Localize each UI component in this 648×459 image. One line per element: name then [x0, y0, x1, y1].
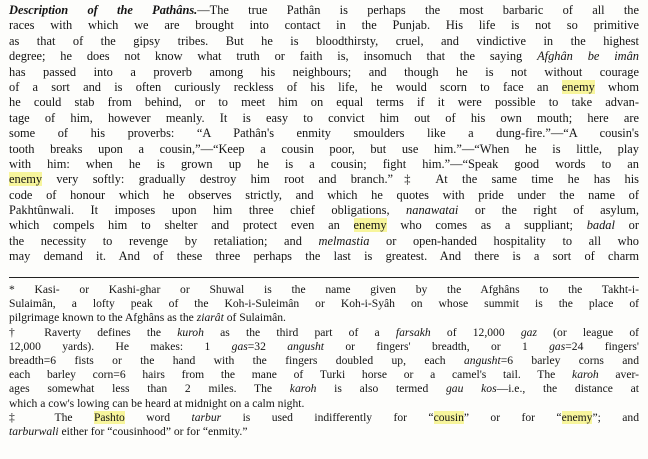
- highlighted-word: enemy: [561, 410, 593, 424]
- section-heading: Description of the Pathâns.: [9, 3, 198, 17]
- italic-term: karoh: [289, 382, 317, 396]
- italic-term: gau kos: [446, 382, 497, 396]
- text-run: or the right of asylum,: [458, 203, 639, 218]
- text-run: ”; and: [592, 410, 639, 424]
- footnote-divider: [9, 277, 639, 278]
- text-run: the necessity to revenge by retaliation; and: [9, 233, 319, 248]
- text-line: [9, 188, 639, 203]
- text-run: of Sulaimân.: [223, 311, 286, 325]
- text-run: as that of the gipsy tribes. But he is bloodthirsty, cruel, and vindictive in the highest: [9, 33, 639, 48]
- text-run: (or league of: [536, 325, 640, 339]
- text-run: he could stab from behind, or to meet him on equal terms if it were possible to take advan-: [9, 95, 639, 110]
- italic-term: ziarât: [196, 311, 224, 325]
- italic-term: nanawatai: [406, 203, 459, 218]
- text-run: breadth=6 fists or the hand with the fingers doubled up, each: [9, 353, 464, 367]
- footnote-line: [9, 354, 639, 368]
- text-line: [9, 49, 639, 64]
- text-run: some of his proverbs: “A Pathân's enmity smoulders like a dung-fire.”—“A cousin's: [9, 126, 639, 141]
- text-run: which a cow's lowing can be heard at midnight on a calm night.: [9, 396, 305, 410]
- text-line: [9, 95, 639, 110]
- text-run: as the third part of a: [203, 325, 396, 339]
- highlighted-word: enemy: [561, 79, 595, 94]
- text-line: [9, 234, 639, 249]
- text-run: or: [614, 218, 639, 233]
- text-line: [9, 126, 639, 141]
- italic-term: Afghân be imân: [537, 49, 640, 64]
- footnote-line: [9, 411, 639, 425]
- italic-term: gas: [549, 339, 566, 353]
- italic-term: farsakh: [395, 325, 431, 339]
- text-run: —i.e., the distance at: [496, 382, 639, 396]
- text-run: ‡ The: [9, 410, 94, 424]
- highlighted-word: enemy: [9, 172, 43, 187]
- italic-term: tarburwali: [9, 424, 59, 438]
- footnote-line: [9, 340, 639, 354]
- footnote-line: [9, 311, 639, 325]
- highlighted-word: enemy: [353, 218, 387, 233]
- footnotes-block: [9, 283, 639, 439]
- text-line: [9, 203, 639, 218]
- text-run: =32: [247, 339, 288, 353]
- text-line: [9, 111, 639, 126]
- text-run: of 12,000: [430, 325, 521, 339]
- italic-term: melmastia: [318, 233, 370, 248]
- text-run: is also termed: [316, 382, 446, 396]
- text-line: [9, 3, 639, 18]
- footnote-line: [9, 283, 639, 297]
- text-run: aver-: [598, 368, 639, 382]
- text-line: [9, 18, 639, 33]
- text-run: which compels him to shelter and protect even an: [9, 218, 354, 233]
- text-line: [9, 34, 639, 49]
- text-line: [9, 172, 639, 187]
- footnote-line: [9, 297, 639, 311]
- italic-term: angusht: [463, 353, 501, 367]
- text-run: each barley corn=6 hairs from the mane of Turki horse or a camel's tail. The: [9, 368, 573, 382]
- text-run: word: [124, 410, 192, 424]
- text-run: of a sort and is often curiously reckless of his life, he would scorn to face an: [9, 79, 562, 94]
- text-run: code of honour which he observes strictly, and which he quotes with pride under the name of: [9, 187, 639, 202]
- highlighted-word: cousin: [433, 410, 464, 424]
- italic-term: badal: [586, 218, 615, 233]
- text-run: ages somewhat less than 2 miles. The: [9, 382, 290, 396]
- text-run: or fingers' breadth, or 1: [323, 339, 550, 353]
- text-run: pilgrimage known to the Afghâns as the: [9, 311, 197, 325]
- text-run: races with which we are brought into contact in the Punjab. His life is not so primitive: [9, 18, 639, 33]
- footnote-line: [9, 368, 639, 382]
- text-run: † Raverty defines the: [9, 325, 178, 339]
- text-line: [9, 65, 639, 80]
- text-run: very softly: gradually destroy him root and branch.”‡ At the same time he has his: [42, 172, 639, 187]
- text-run: who comes as a suppliant;: [386, 218, 587, 233]
- text-run: with him: when he is grown up he is a cousin; fight him.”—“Speak good words to an: [9, 156, 639, 171]
- text-run: tage of him, however meanly. It is easy to convict him out of his own mouth; here are: [9, 110, 639, 125]
- text-line: [9, 249, 639, 264]
- footnote-line: [9, 397, 639, 411]
- text-line: [9, 218, 639, 233]
- text-run: Sulaimân, a lofty peak of the Koh-i-Suleimân or Koh-i-Syâh on whose summit is the place of: [9, 297, 639, 311]
- italic-term: gaz: [520, 325, 537, 339]
- footnote-line: [9, 425, 639, 439]
- italic-term: tarbur: [191, 410, 222, 424]
- italic-term: karoh: [572, 368, 599, 382]
- text-line: [9, 142, 639, 157]
- text-run: or open-handed hospitality to all who: [369, 233, 640, 248]
- text-run: =6 barley corns and: [500, 353, 639, 367]
- main-body-text: [9, 3, 639, 265]
- footnote-line: [9, 326, 639, 340]
- text-run: is used indifferently for “: [221, 410, 434, 424]
- text-run: —The true Pathân is perhaps the most barbaric of all the: [197, 3, 639, 17]
- text-run: degree; he does not know what truth or faith is, insomuch that the saying: [9, 49, 538, 64]
- italic-term: angusht: [287, 339, 324, 353]
- text-run: ” or for “: [463, 410, 562, 424]
- text-run: may demand it. And of these three perhaps the last is greatest. And there is a sort of charm: [9, 249, 639, 264]
- text-run: tooth breaks upon a cousin,”—“Keep a cousin poor, but use him.”—“When he is little, play: [9, 141, 639, 156]
- text-run: 12,000 yards). He makes: 1: [9, 339, 232, 353]
- text-line: [9, 80, 639, 95]
- text-run: =24 fingers': [565, 339, 639, 353]
- highlighted-word: Pashto: [93, 410, 125, 424]
- text-line: [9, 157, 639, 172]
- italic-term: gas: [231, 339, 248, 353]
- footnote-line: [9, 382, 639, 396]
- italic-term: kuroh: [177, 325, 204, 339]
- text-run: either for “cousinhood” or for “enmity.”: [58, 424, 248, 438]
- text-run: * Kasi- or Kashi-ghar or Shuwal is the name given by the Afghâns to the Takht-i-: [9, 283, 639, 296]
- text-run: whom: [594, 79, 640, 94]
- text-run: Pakhtûnwali. It imposes upon him three chief obligations,: [9, 203, 407, 218]
- text-run: has passed into a proverb among his neighbours; and though he is not without courage: [9, 64, 639, 79]
